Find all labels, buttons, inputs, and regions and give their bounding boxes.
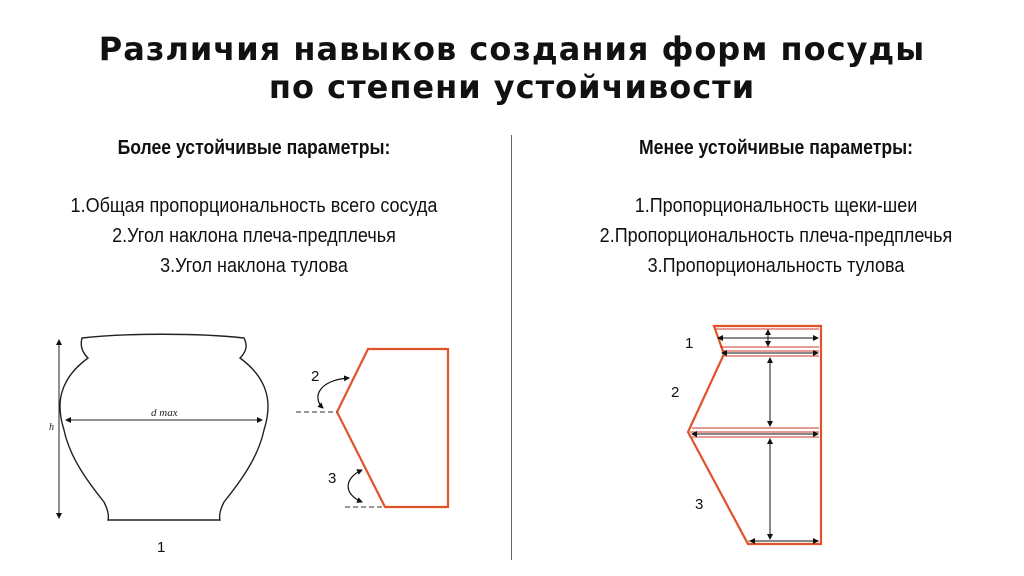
- stable-param-item: 1.Общая пропорциональность всего сосуда: [70, 195, 438, 217]
- angle-arc: [348, 470, 362, 502]
- section-label-2: 2: [671, 384, 680, 401]
- unstable-param-item: 2.Пропорциональность плеча-предплечья: [599, 225, 953, 247]
- angle-label-3: 3: [328, 470, 337, 487]
- section-label-3: 3: [695, 496, 704, 513]
- height-label: h: [49, 422, 54, 433]
- unstable-params-heading: Менее устойчивые параметры:: [638, 137, 914, 159]
- vessel-outline: [60, 334, 268, 520]
- stable-param-item: 2.Угол наклона плеча-предплечья: [112, 225, 396, 247]
- title-line-1: Различия навыков создания форм посуды: [98, 30, 926, 68]
- unstable-param-item: 1.Пропорциональность щеки-шеи: [634, 195, 918, 217]
- dmax-label: d max: [151, 407, 178, 419]
- angle-profile-outline: [337, 349, 448, 507]
- unstable-param-item: 3.Пропорциональность тулова: [647, 255, 905, 277]
- section-profile-figure: [671, 326, 821, 544]
- stable-param-item: 3.Угол наклона тулова: [160, 255, 348, 277]
- section-label-1: 1: [685, 335, 694, 352]
- angle-profile-figure: [296, 349, 448, 507]
- angle-arc: [318, 378, 349, 408]
- vessel-caption: 1: [157, 539, 166, 556]
- angle-label-2: 2: [311, 368, 320, 385]
- stable-params-heading: Более устойчивые параметры:: [117, 137, 391, 159]
- title-line-2: по степени устойчивости: [268, 68, 756, 106]
- vessel-figure: [49, 334, 268, 556]
- section-profile-outline: [688, 326, 821, 544]
